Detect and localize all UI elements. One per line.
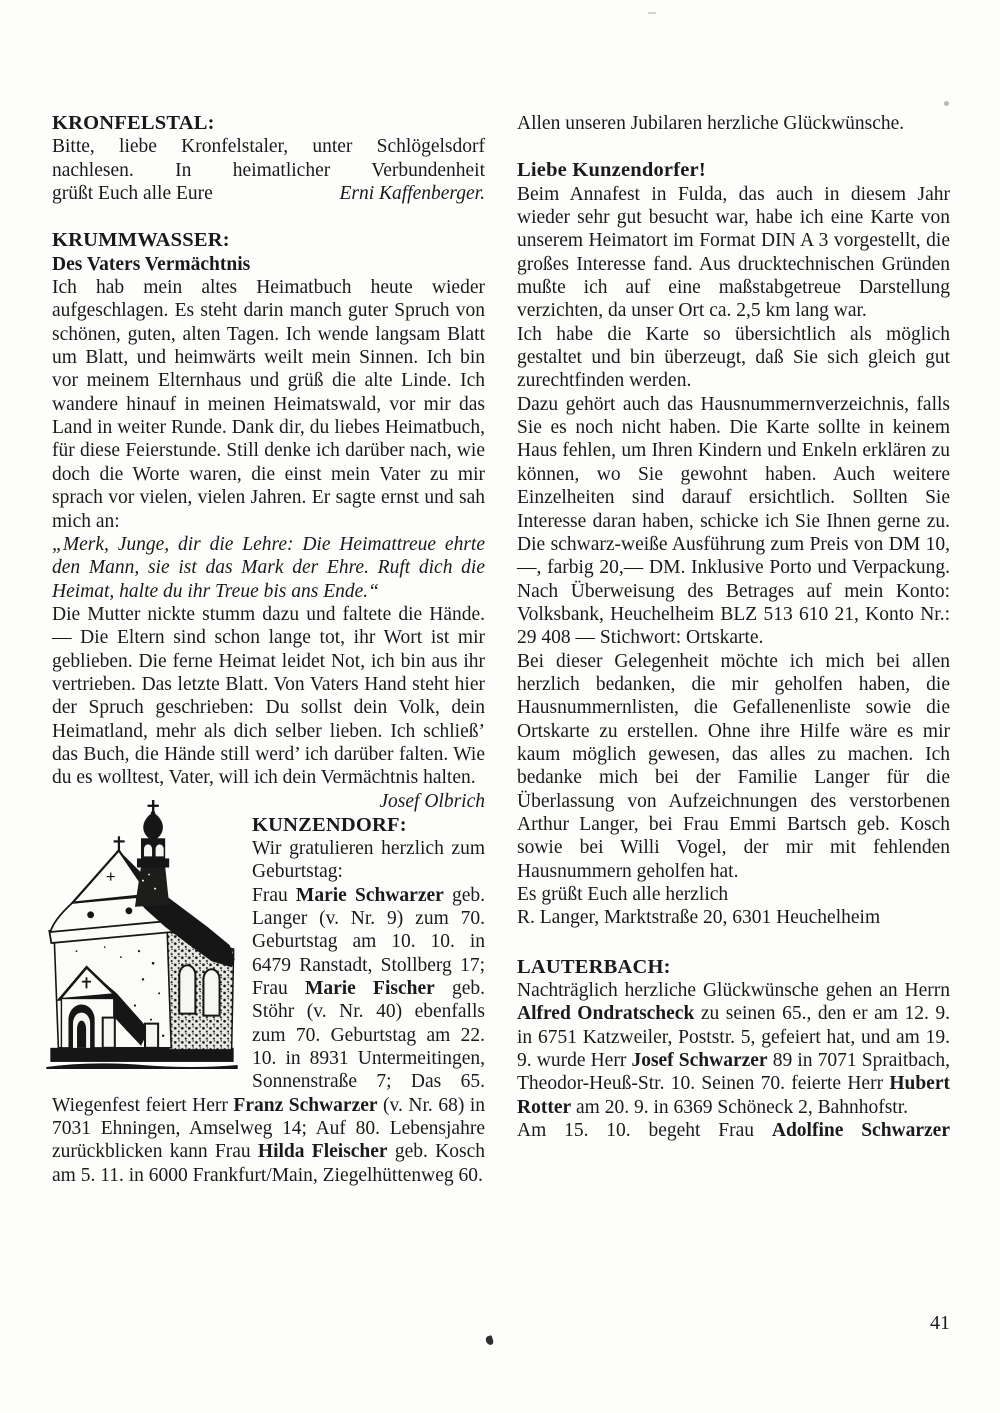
section-lauterbach	[517, 956, 950, 1143]
person-name: Hilda Fleischer	[257, 1141, 388, 1163]
person-name: Marie Fischer	[304, 978, 435, 1000]
closing-text: grüßt Euch alle Eure	[52, 183, 213, 205]
text-segment: Frau	[252, 884, 296, 906]
paragraph: Dazu gehört auch das Hausnummernverzeichnis, falls Sie es noch nicht haben. Die Karte sollte in keinem Haus fehlen, um Ihren Kindern und Enkeln erklären zu können, wo Sie gewohnt haben. Auch weitere Einzelheiten sind darauf ersichtlich. Sollten Sie Interesse daran haben, schicke ich Sie Ihnen gerne zu. Die schwarz-weiße Ausführung zum Preis von DM 10,—, farbig 20,— DM. Inklusive Porto und Verpackung. Nach Überweisung des Betrages auf mein Konto: Volksbank, Heuchelheim BLZ 513 610 21, Konto Nr.: 29 408 — Stichwort: Ortskarte.	[517, 393, 950, 649]
section-heading-krummwasser: KRUMMWASSER:	[52, 229, 230, 252]
right-column	[517, 112, 950, 1187]
intro-paragraph: Wir gratulieren herzlich zum Geburtstag:	[252, 837, 485, 883]
text-segment: am 20. 9. in 6369 Schöneck 2, Bahnhofstr.	[571, 1096, 909, 1118]
section-kronfelstal	[52, 112, 485, 205]
paragraph: Bei dieser Gelegenheit möchte ich mich bei allen herzlich bedanken, die mir geholfen haben, die Hausnummernlisten, die Gefallenenliste sowie die Ortskarte zu erstellen. Ohne ihre Hilfe wäre es mir kaum möglich gewesen, das alles zu machen. Ich bedanke mich bei der Familie Langer für die Überlassung von Aufzeichnungen des verstorbenen Arthur Langer, bei Frau Emmi Bartsch geb. Kosch sowie bei Willi Vogel, der mir mit fehlenden Hausnummern geholfen hat.	[517, 650, 950, 882]
scan-speck	[944, 101, 949, 106]
section-jubilare	[517, 112, 950, 135]
person-name: Marie Schwarzer	[295, 884, 444, 906]
section-krummwasser	[52, 229, 485, 812]
signature: Josef Olbrich	[379, 790, 485, 812]
person-name: Alfred Ondratscheck	[517, 1003, 695, 1025]
page-content	[52, 112, 950, 1187]
text-segment: 89 in 7071 Spraitbach, Theodor-Heuß-Str. 10. Seinen 70. feierte Herr	[517, 1050, 950, 1095]
signature-line	[52, 182, 485, 205]
paragraph: Ich hab mein altes Heimatbuch heute wieder aufgeschlagen. Es steht darin manch guter Spruch von schönen, guten, alten Tagen. Ich wende langsam Blatt um Blatt, und heimwärts weilt mein Sinnen. Ich bin vor meinem Elternhaus und grüß die alte Linde. Ich wandere hinauf in meinen Heimatswald, vor mir das Land in weiter Runde. Dank dir, du liebes Heimatbuch, für diese Feierstunde. Still denke ich darüber nach, wie doch die Worte waren, die einst mein Vater zu mir sprach vor vielen, vielen Jahren. Er sagte ernst und sah mich an:	[52, 277, 485, 532]
quote-paragraph: „Merk, Junge, dir die Lehre: Die Heimattreue ehrte den Mann, sie ist das Mark der Ehre. Ruft dich die Heimat, halte du ihr Treue bis ans Ende.“	[52, 533, 485, 602]
text-segment: Nachträglich herzliche Glückwünsche gehen an Herrn	[517, 980, 950, 1002]
section-kunzendorfer-letter	[517, 159, 950, 929]
section-heading-kunzendorf: KUNZENDORF:	[252, 813, 407, 836]
person-name: Hubert Rotter	[517, 1073, 950, 1118]
paragraph: Ich habe die Karte so übersichtlich als möglich gestaltet und bin überzeugt, daß Sie sich gleich gut zurechtfinden werden.	[517, 323, 950, 392]
paragraph: Allen unseren Jubilaren herzliche Glückwünsche.	[517, 113, 905, 134]
paragraph-text: Die Mutter nickte stumm dazu und faltete die Hände. — Die Eltern sind schon lange tot, ihr Wort ist mir geblieben. Die ferne Heimat leidet Not, ich bin aus ihr vertrieben. Das letzte Blatt. Von Vaters Hand steht hier der Spruch geschrieben: Du sollst dein Volk, dein Heimatland, mehr als dich selber lieben. Ich schließ’ das Buch, die Hände still werd’ ich darüber falten. Wie du es wolltest, Vater, will ich dein Vermächtnis halten.	[52, 603, 485, 789]
letter-closing: Es grüßt Euch alle herzlich	[517, 884, 729, 905]
paragraph: Beim Annafest in Fulda, das auch in diesem Jahr wieder sehr gut besucht war, habe ich eine Karte von unserem Heimatort im Format DIN A 3 vorgestellt, die großes Interesse fand. Aus drucktechnischen Gründen mußte ich auf eine maßstabgetreue Darstellung verzichten, da unser Ort ca. 2,5 km lang war.	[517, 183, 950, 322]
church-illustration-svg	[46, 800, 238, 1072]
text-segment: geb. Stöhr (v. Nr. 40) ebenfalls zum 70. Geburtstag am 22. 10. in 8931 Untermeitingen, Sonnenstraße 7; Das 65. Wiegenfest feiert Herr	[52, 978, 485, 1116]
person-name: Adolfine Schwarzer	[771, 1120, 950, 1142]
person-name: Josef Schwarzer	[631, 1050, 768, 1072]
letter-heading: Liebe Kunzendorfer!	[517, 159, 706, 182]
text-segment: zu seinen 65., den er am 12. 9. in 6751 Katzweiler, Poststr. 5, gefeiert hat, und am 19. 9. wurde Herr	[517, 1003, 950, 1072]
paragraph	[52, 603, 485, 812]
section-heading-kronfelstal: KRONFELSTAL:	[52, 112, 215, 134]
scan-speck	[485, 1335, 494, 1346]
section-kunzendorf	[52, 814, 485, 1188]
text-segment: geb. Langer (v. Nr. 9) zum 70. Geburtstag am 10. 10. in 6479 Ranstadt, Stollberg 17; Frau	[252, 884, 485, 1000]
paragraph	[517, 979, 950, 1119]
section-heading-lauterbach: LAUTERBACH:	[517, 955, 671, 978]
subheading: Des Vaters Vermächtnis	[52, 253, 251, 275]
letter-sender: R. Langer, Marktstraße 20, 6301 Heuchelheim	[517, 907, 881, 929]
paragraph-continued	[517, 1119, 950, 1142]
paragraph: Bitte, liebe Kronfelstaler, unter Schlögelsdorf nachlesen. In heimatlicher Verbundenheit	[52, 136, 485, 181]
person-name: Franz Schwarzer	[233, 1094, 378, 1116]
text-segment: geb. Kosch am 5. 11. in 6000 Frankfurt/Main, Ziegelhüttenweg 60.	[52, 1141, 485, 1186]
signature: Erni Kaffenberger.	[339, 183, 485, 205]
text-segment: Am 15. 10. begeht Frau	[517, 1120, 772, 1142]
text-segment: (v. Nr. 68) in 7031 Ehningen, Amselweg 14; Auf 80. Lebensjahre zurückblicken kann Frau	[52, 1094, 485, 1163]
page-number: 41	[930, 1312, 950, 1334]
scan-speck	[648, 12, 656, 14]
church-woodcut-illustration	[46, 800, 238, 1072]
left-column	[52, 112, 485, 1187]
